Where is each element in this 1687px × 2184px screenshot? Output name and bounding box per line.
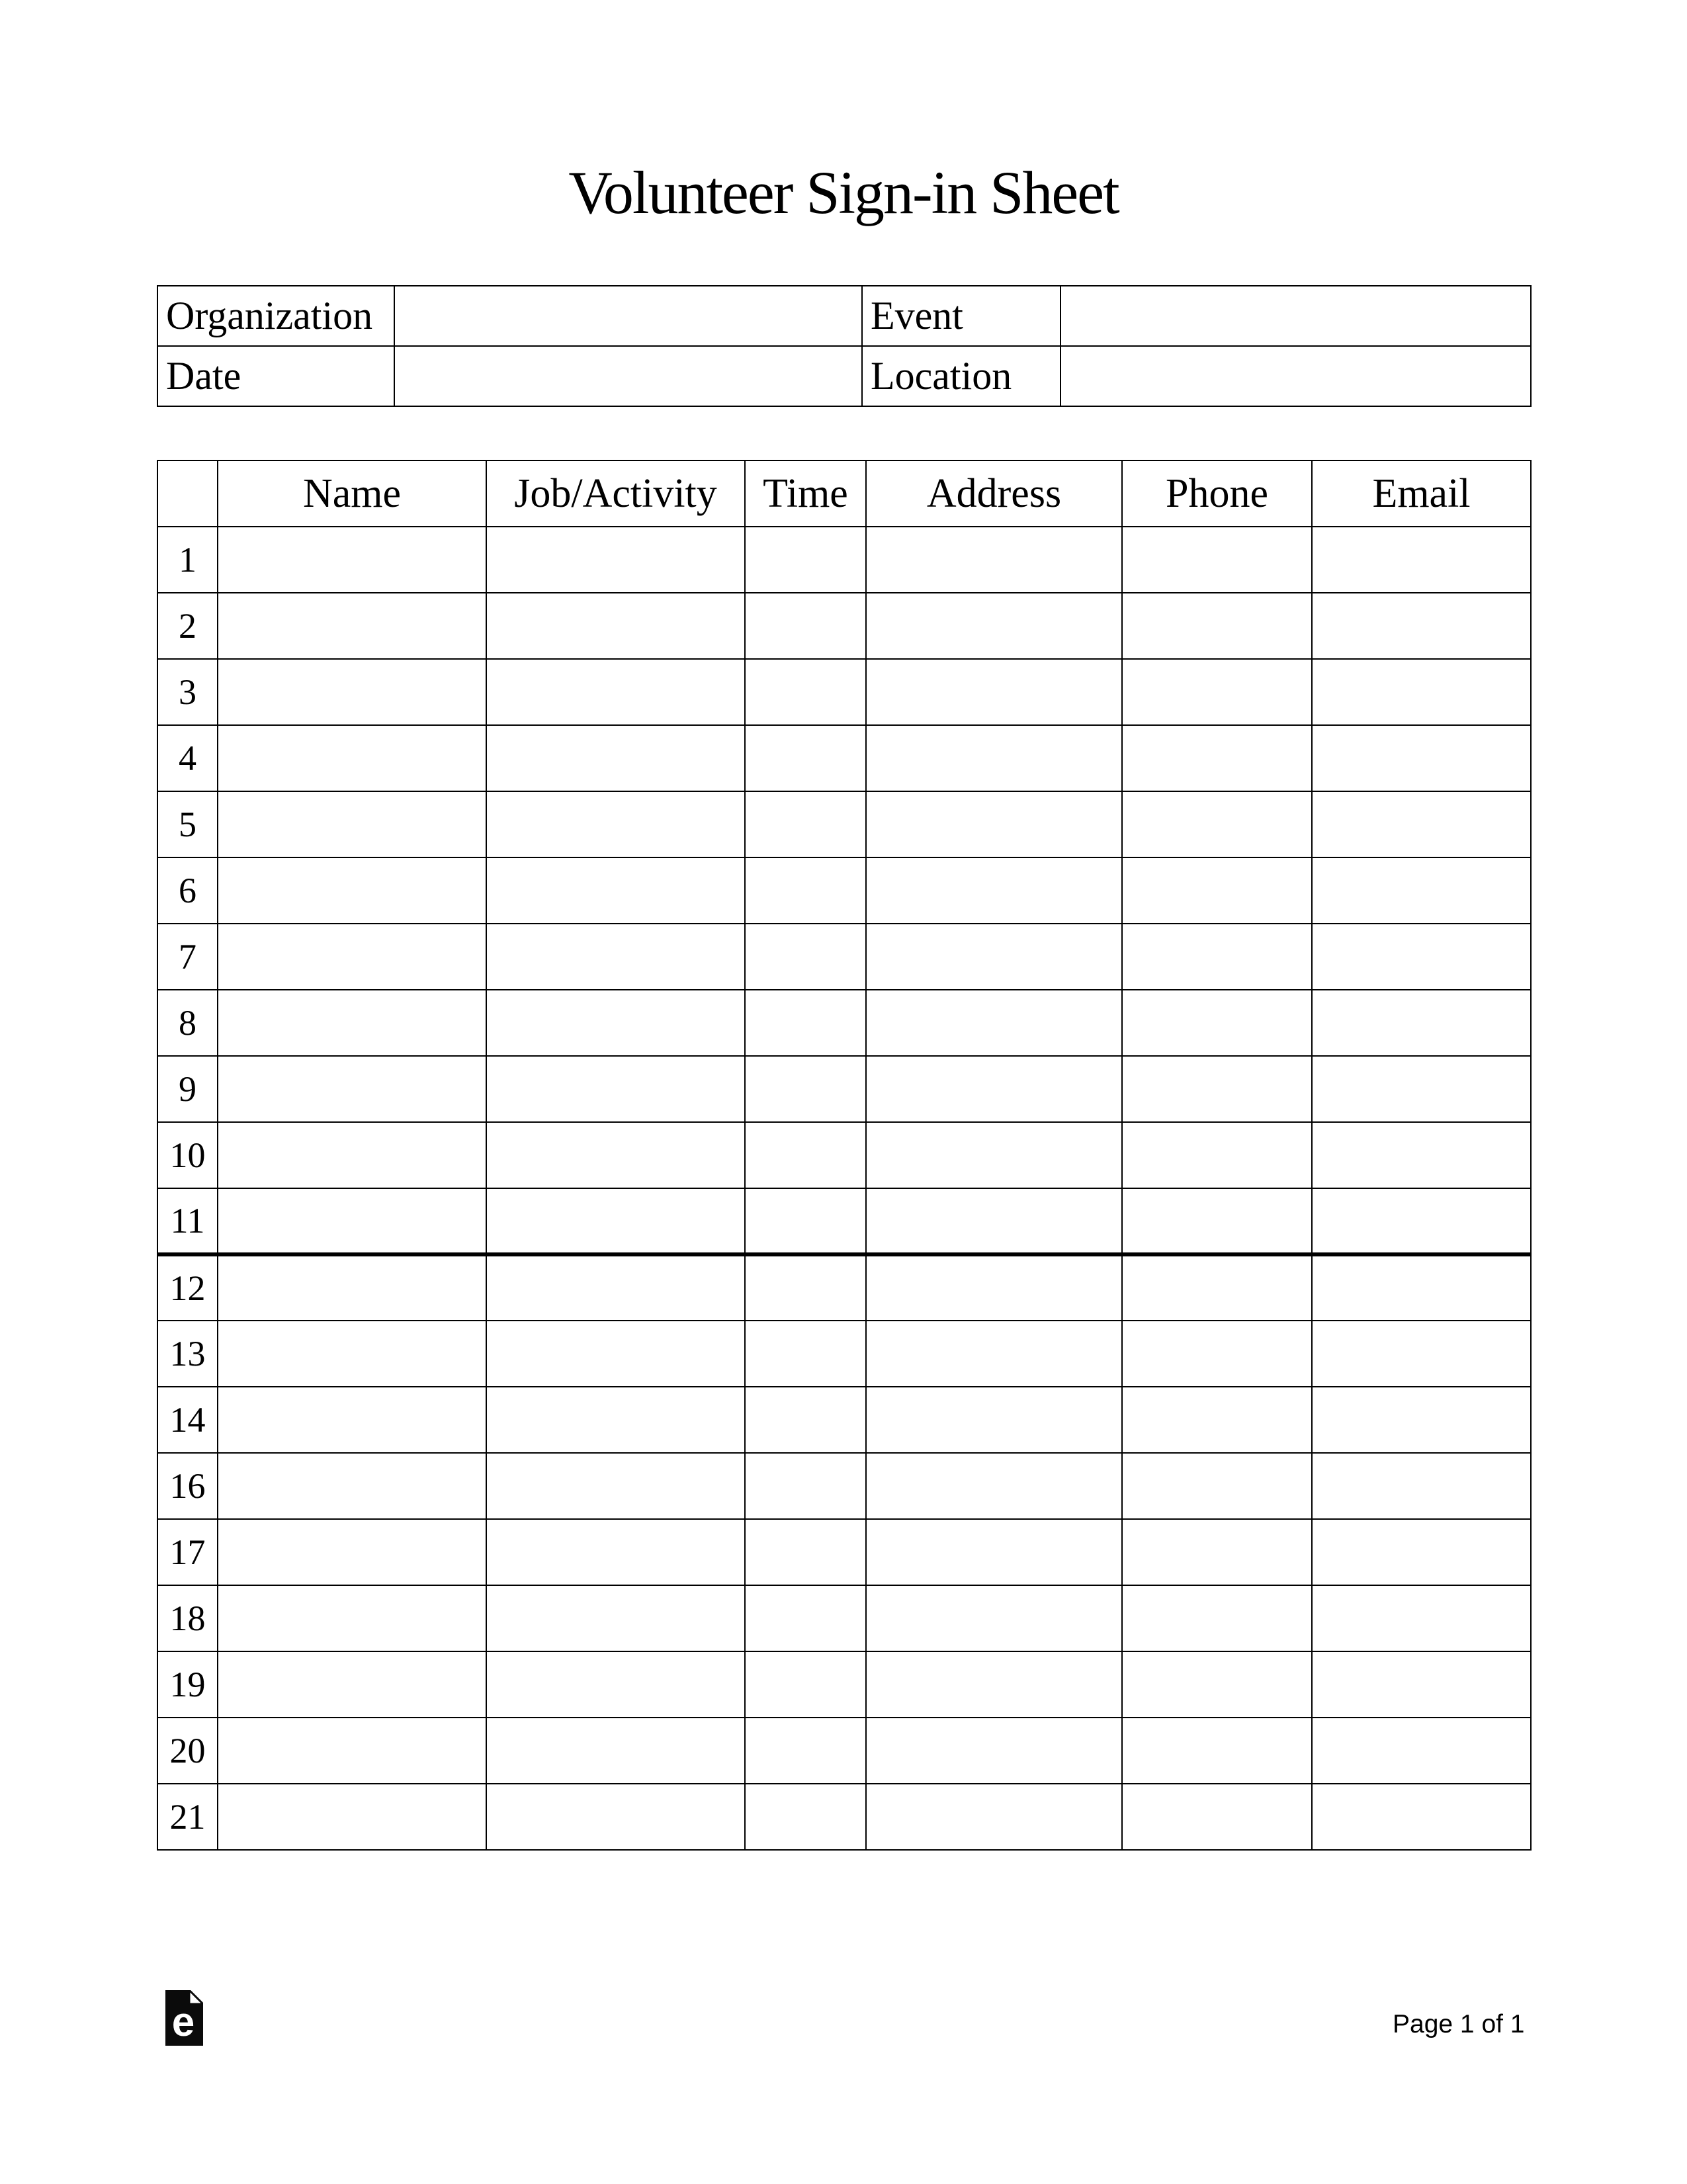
table-row xyxy=(157,1387,1531,1453)
address-cell xyxy=(866,1387,1122,1453)
location-value-cell xyxy=(1060,346,1531,406)
row-number: 9 xyxy=(157,1056,218,1122)
row-number: 7 xyxy=(157,924,218,990)
table-row xyxy=(157,1585,1531,1651)
email-cell xyxy=(1312,1188,1531,1254)
email-cell xyxy=(1312,1056,1531,1122)
time-cell xyxy=(745,1585,866,1651)
signin-table-header-row xyxy=(157,460,1531,527)
address-cell xyxy=(866,1122,1122,1188)
name-cell xyxy=(218,1519,486,1585)
table-row xyxy=(157,857,1531,924)
phone-cell xyxy=(1122,1254,1312,1321)
job-activity-cell xyxy=(486,1453,745,1519)
row-number: 18 xyxy=(157,1585,218,1651)
event-value-cell xyxy=(1060,286,1531,346)
email-cell xyxy=(1312,659,1531,725)
row-number: 2 xyxy=(157,593,218,659)
email-cell xyxy=(1312,593,1531,659)
address-cell xyxy=(866,1718,1122,1784)
column-header-phone: Phone xyxy=(1122,460,1312,527)
address-cell xyxy=(866,990,1122,1056)
phone-cell xyxy=(1122,1387,1312,1453)
email-cell xyxy=(1312,857,1531,924)
email-cell xyxy=(1312,1519,1531,1585)
table-row xyxy=(157,1519,1531,1585)
job-activity-cell xyxy=(486,1056,745,1122)
address-cell xyxy=(866,1651,1122,1718)
info-row xyxy=(157,286,1531,346)
column-header-address: Address xyxy=(866,460,1122,527)
email-cell xyxy=(1312,1651,1531,1718)
job-activity-cell xyxy=(486,527,745,593)
date-label: Date xyxy=(157,346,394,406)
name-cell xyxy=(218,791,486,857)
row-number: 12 xyxy=(157,1254,218,1321)
table-row xyxy=(157,1321,1531,1387)
phone-cell xyxy=(1122,791,1312,857)
phone-cell xyxy=(1122,1651,1312,1718)
row-number: 8 xyxy=(157,990,218,1056)
phone-cell xyxy=(1122,1321,1312,1387)
page-number: Page 1 of 1 xyxy=(1393,2010,1525,2038)
phone-cell xyxy=(1122,725,1312,791)
job-activity-cell xyxy=(486,1387,745,1453)
time-cell xyxy=(745,924,866,990)
phone-cell xyxy=(1122,990,1312,1056)
event-label: Event xyxy=(862,286,1060,346)
organization-label: Organization xyxy=(157,286,394,346)
name-cell xyxy=(218,1453,486,1519)
table-row xyxy=(157,924,1531,990)
job-activity-cell xyxy=(486,593,745,659)
table-row xyxy=(157,1453,1531,1519)
email-cell xyxy=(1312,924,1531,990)
name-cell xyxy=(218,1784,486,1850)
row-number: 13 xyxy=(157,1321,218,1387)
table-row xyxy=(157,1784,1531,1850)
time-cell xyxy=(745,1188,866,1254)
row-number: 21 xyxy=(157,1784,218,1850)
row-number: 17 xyxy=(157,1519,218,1585)
column-header-number xyxy=(157,460,218,527)
name-cell xyxy=(218,1321,486,1387)
column-header-email: Email xyxy=(1312,460,1531,527)
address-cell xyxy=(866,1321,1122,1387)
name-cell xyxy=(218,1585,486,1651)
job-activity-cell xyxy=(486,1718,745,1784)
email-cell xyxy=(1312,791,1531,857)
time-cell xyxy=(745,1254,866,1321)
date-value-cell xyxy=(394,346,862,406)
email-cell xyxy=(1312,1453,1531,1519)
phone-cell xyxy=(1122,1718,1312,1784)
email-cell xyxy=(1312,725,1531,791)
row-number: 10 xyxy=(157,1122,218,1188)
name-cell xyxy=(218,527,486,593)
job-activity-cell xyxy=(486,924,745,990)
email-cell xyxy=(1312,527,1531,593)
row-number: 11 xyxy=(157,1188,218,1254)
row-number: 6 xyxy=(157,857,218,924)
name-cell xyxy=(218,1056,486,1122)
address-cell xyxy=(866,527,1122,593)
page-title: Volunteer Sign-in Sheet xyxy=(568,159,1119,226)
address-cell xyxy=(866,593,1122,659)
time-cell xyxy=(745,1122,866,1188)
phone-cell xyxy=(1122,1585,1312,1651)
address-cell xyxy=(866,1188,1122,1254)
time-cell xyxy=(745,1387,866,1453)
time-cell xyxy=(745,1453,866,1519)
address-cell xyxy=(866,725,1122,791)
email-cell xyxy=(1312,1784,1531,1850)
phone-cell xyxy=(1122,1519,1312,1585)
job-activity-cell xyxy=(486,990,745,1056)
time-cell xyxy=(745,527,866,593)
address-cell xyxy=(866,1453,1122,1519)
phone-cell xyxy=(1122,857,1312,924)
name-cell xyxy=(218,1718,486,1784)
time-cell xyxy=(745,1784,866,1850)
phone-cell xyxy=(1122,924,1312,990)
phone-cell xyxy=(1122,1188,1312,1254)
row-number: 20 xyxy=(157,1718,218,1784)
job-activity-cell xyxy=(486,1784,745,1850)
job-activity-cell xyxy=(486,857,745,924)
table-row xyxy=(157,593,1531,659)
phone-cell xyxy=(1122,527,1312,593)
row-number: 14 xyxy=(157,1387,218,1453)
address-cell xyxy=(866,791,1122,857)
job-activity-cell xyxy=(486,1254,745,1321)
job-activity-cell xyxy=(486,1651,745,1718)
name-cell xyxy=(218,990,486,1056)
time-cell xyxy=(745,1718,866,1784)
row-number: 5 xyxy=(157,791,218,857)
email-cell xyxy=(1312,1122,1531,1188)
time-cell xyxy=(745,990,866,1056)
time-cell xyxy=(745,1056,866,1122)
email-cell xyxy=(1312,1585,1531,1651)
name-cell xyxy=(218,1254,486,1321)
column-header-job-activity: Job/Activity xyxy=(486,460,745,527)
phone-cell xyxy=(1122,1056,1312,1122)
signin-table-body xyxy=(157,527,1531,1850)
time-cell xyxy=(745,725,866,791)
time-cell xyxy=(745,857,866,924)
table-row xyxy=(157,1254,1531,1321)
time-cell xyxy=(745,1651,866,1718)
location-label: Location xyxy=(862,346,1060,406)
row-number: 3 xyxy=(157,659,218,725)
phone-cell xyxy=(1122,1453,1312,1519)
signin-table xyxy=(157,460,1532,1851)
name-cell xyxy=(218,924,486,990)
organization-value-cell xyxy=(394,286,862,346)
job-activity-cell xyxy=(486,1188,745,1254)
table-row xyxy=(157,990,1531,1056)
table-row xyxy=(157,725,1531,791)
time-cell xyxy=(745,659,866,725)
address-cell xyxy=(866,659,1122,725)
phone-cell xyxy=(1122,1122,1312,1188)
row-number: 19 xyxy=(157,1651,218,1718)
phone-cell xyxy=(1122,593,1312,659)
table-row xyxy=(157,1188,1531,1254)
name-cell xyxy=(218,593,486,659)
row-number: 16 xyxy=(157,1453,218,1519)
address-cell xyxy=(866,1784,1122,1850)
row-number: 4 xyxy=(157,725,218,791)
job-activity-cell xyxy=(486,1519,745,1585)
address-cell xyxy=(866,1519,1122,1585)
table-row xyxy=(157,527,1531,593)
address-cell xyxy=(866,1585,1122,1651)
address-cell xyxy=(866,924,1122,990)
job-activity-cell xyxy=(486,1321,745,1387)
job-activity-cell xyxy=(486,1585,745,1651)
table-row xyxy=(157,1056,1531,1122)
address-cell xyxy=(866,1056,1122,1122)
name-cell xyxy=(218,857,486,924)
job-activity-cell xyxy=(486,659,745,725)
email-cell xyxy=(1312,990,1531,1056)
address-cell xyxy=(866,1254,1122,1321)
name-cell xyxy=(218,1651,486,1718)
name-cell xyxy=(218,1122,486,1188)
time-cell xyxy=(745,1519,866,1585)
name-cell xyxy=(218,1188,486,1254)
info-table xyxy=(157,285,1532,407)
email-cell xyxy=(1312,1321,1531,1387)
table-row xyxy=(157,1651,1531,1718)
column-header-name: Name xyxy=(218,460,486,527)
eforms-logo-icon xyxy=(165,1990,203,2046)
info-row xyxy=(157,346,1531,406)
phone-cell xyxy=(1122,659,1312,725)
column-header-time: Time xyxy=(745,460,866,527)
job-activity-cell xyxy=(486,1122,745,1188)
job-activity-cell xyxy=(486,791,745,857)
job-activity-cell xyxy=(486,725,745,791)
logo-letter: e xyxy=(171,1999,195,2045)
time-cell xyxy=(745,791,866,857)
table-row xyxy=(157,1122,1531,1188)
address-cell xyxy=(866,857,1122,924)
name-cell xyxy=(218,659,486,725)
table-row xyxy=(157,791,1531,857)
email-cell xyxy=(1312,1254,1531,1321)
time-cell xyxy=(745,593,866,659)
table-row xyxy=(157,1718,1531,1784)
name-cell xyxy=(218,1387,486,1453)
table-row xyxy=(157,659,1531,725)
phone-cell xyxy=(1122,1784,1312,1850)
email-cell xyxy=(1312,1387,1531,1453)
email-cell xyxy=(1312,1718,1531,1784)
row-number: 1 xyxy=(157,527,218,593)
time-cell xyxy=(745,1321,866,1387)
name-cell xyxy=(218,725,486,791)
